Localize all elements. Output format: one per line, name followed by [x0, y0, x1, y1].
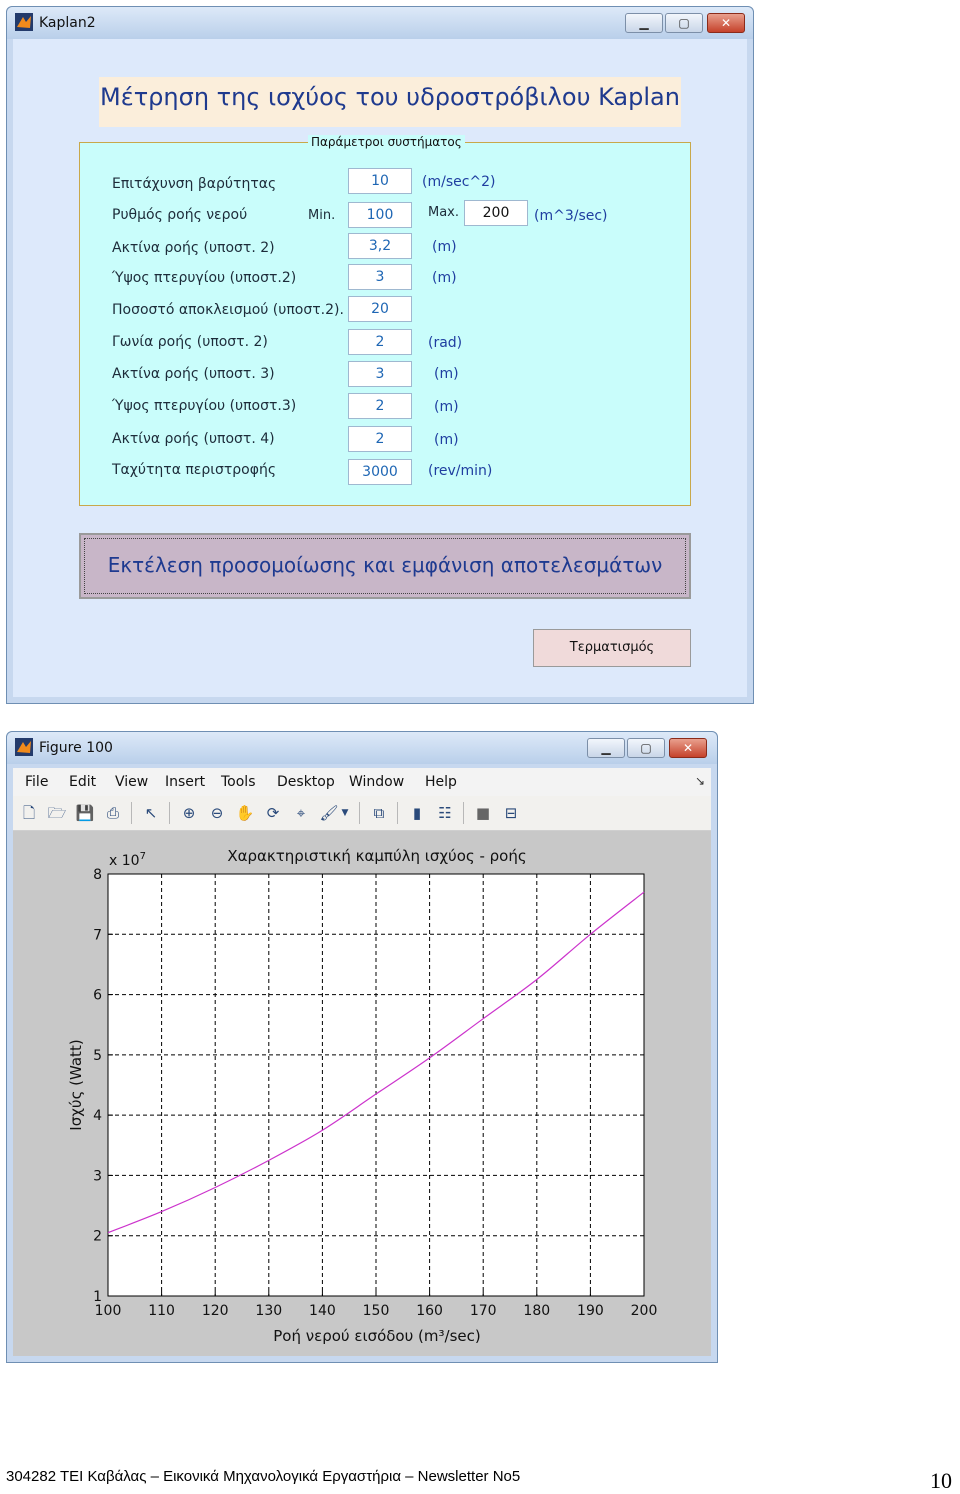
- param-unit-radius-2: (m): [432, 239, 457, 255]
- y-tick-label: 6: [93, 987, 102, 1004]
- page-footer: 304282 ΤΕΙ Καβάλας – Εικονικά Μηχανολογικά Εργαστήρια – Newsletter No5: [6, 1468, 521, 1485]
- x-tick-label: 170: [469, 1303, 497, 1319]
- radius-4-input[interactable]: 2: [348, 426, 412, 452]
- flow-max-input[interactable]: 200: [464, 200, 528, 226]
- menu-edit[interactable]: Edit: [69, 774, 97, 790]
- colorbar-icon[interactable]: ▮: [412, 804, 422, 822]
- y-tick-label: 1: [93, 1289, 102, 1305]
- param-label-blockage: Ποσοστό αποκλεισμού (υποστ.2).: [112, 302, 344, 318]
- show-plot-tools-icon[interactable]: ⊟: [504, 804, 518, 822]
- param-label-blade-height-2: Ύψος πτερυγίου (υποστ.2): [112, 270, 297, 286]
- param-label-radius-2: Ακτίνα ροής (υποστ. 2): [112, 240, 275, 256]
- y-tick-label: 5: [93, 1047, 102, 1064]
- x-tick-label: 140: [309, 1303, 336, 1319]
- param-unit-rotation-speed: (rev/min): [428, 463, 493, 479]
- kaplan-window-title: Kaplan2: [39, 15, 96, 31]
- param-unit-radius-3: (m): [434, 366, 459, 382]
- param-unit-flow-rate: (m^3/sec): [534, 208, 608, 224]
- pan-hand-icon[interactable]: ✋: [235, 804, 255, 822]
- close-button[interactable]: [669, 738, 707, 758]
- param-unit-blade-height-2: (m): [432, 270, 457, 286]
- menubar: [13, 768, 711, 796]
- minimize-icon: ▁: [639, 16, 649, 30]
- y-tick-label: 2: [93, 1228, 102, 1245]
- close-button[interactable]: [707, 13, 745, 33]
- toolbar-separator: [359, 802, 360, 824]
- close-icon: ✕: [720, 16, 732, 30]
- y-multiplier: x $10^7$: [109, 851, 146, 869]
- param-label-rotation-speed: Ταχύτητα περιστροφής: [112, 462, 277, 478]
- param-unit-flow-angle: (rad): [428, 335, 463, 351]
- hide-plot-tools-icon[interactable]: ■: [475, 804, 491, 822]
- maximize-icon: ▢: [678, 16, 690, 30]
- blade-height-2-input[interactable]: 3: [348, 264, 412, 290]
- x-axis-label: Ροή νερού εισόδου (m³/sec): [273, 1327, 481, 1345]
- toolbar-separator: [169, 802, 170, 824]
- maximize-button[interactable]: [665, 13, 703, 33]
- figure-titlebar[interactable]: [7, 732, 717, 764]
- minimize-button[interactable]: [587, 738, 625, 758]
- param-unit-blade-height-3: (m): [434, 399, 459, 415]
- maximize-button[interactable]: [627, 738, 665, 758]
- param-label-radius-4: Ακτίνα ροής (υποστ. 4): [112, 431, 275, 447]
- main-title: Μέτρηση της ισχύος του υδροστρόβιλου Kaplan: [99, 77, 681, 127]
- kaplan-client-area: [13, 39, 747, 697]
- x-tick-label: 150: [362, 1303, 390, 1319]
- panel-title: Παράμετροι συστήματος: [308, 135, 465, 149]
- x-tick-label: 160: [416, 1303, 443, 1319]
- data-cursor-icon[interactable]: ⌖: [296, 804, 306, 822]
- radius-3-input[interactable]: 3: [348, 361, 412, 387]
- x-tick-label: 100: [94, 1303, 122, 1319]
- x-tick-label: 120: [201, 1303, 229, 1319]
- figure-canvas: [13, 831, 711, 1356]
- gravity-input[interactable]: 10: [348, 168, 412, 194]
- terminate-button[interactable]: Τερματισμός: [533, 629, 691, 667]
- rotate-3d-icon[interactable]: ⟳: [266, 804, 280, 822]
- param-label-radius-3: Ακτίνα ροής (υποστ. 3): [112, 366, 275, 382]
- edit-plot-arrow-icon[interactable]: ↖: [144, 804, 158, 822]
- run-simulation-button[interactable]: Εκτέλεση προσομοίωσης και εμφάνιση αποτελεσμάτων: [79, 533, 691, 599]
- matlab-icon: [15, 738, 33, 756]
- min-label: Min.: [308, 208, 336, 223]
- figure-toolbar: [13, 796, 711, 831]
- minimize-icon: ▁: [601, 741, 611, 755]
- power-flow-chart: [13, 831, 713, 1358]
- y-axis-label: Ισχύς (Watt): [67, 1039, 85, 1131]
- y-tick-label: 8: [93, 867, 102, 883]
- blockage-input[interactable]: 20: [348, 296, 412, 322]
- matlab-icon: [15, 13, 33, 31]
- new-figure-icon[interactable]: 🗋: [22, 804, 36, 822]
- page-number: 10: [930, 1468, 952, 1493]
- dock-arrow-icon[interactable]: ↘: [694, 774, 705, 788]
- toolbar-separator: [397, 802, 398, 824]
- chart-title: Χαρακτηριστική καμπύλη ισχύος - ροής: [227, 847, 527, 865]
- x-tick-label: 110: [148, 1303, 175, 1319]
- x-tick-label: 130: [255, 1303, 283, 1319]
- param-label-flow-rate: Ρυθμός ροής νερού: [112, 207, 248, 223]
- param-unit-radius-4: (m): [434, 432, 459, 448]
- menu-file[interactable]: File: [25, 774, 49, 790]
- save-icon[interactable]: 💾: [75, 804, 95, 822]
- param-label-blade-height-3: Ύψος πτερυγίου (υποστ.3): [112, 398, 297, 414]
- y-tick-label: 3: [93, 1168, 102, 1185]
- zoom-out-icon[interactable]: ⊖: [210, 804, 224, 822]
- toolbar-separator: [463, 802, 464, 824]
- zoom-in-icon[interactable]: ⊕: [182, 804, 196, 822]
- kaplan-titlebar[interactable]: [7, 7, 753, 39]
- figure-window: [6, 731, 718, 1363]
- rotation-speed-input[interactable]: 3000: [348, 459, 412, 485]
- x-tick-label: 200: [630, 1303, 658, 1319]
- param-unit-gravity: (m/sec^2): [422, 174, 496, 190]
- blade-height-3-input[interactable]: 2: [348, 393, 412, 419]
- y-tick-label: 7: [93, 927, 102, 944]
- legend-icon[interactable]: ☷: [438, 804, 452, 822]
- print-icon[interactable]: ⎙: [106, 804, 119, 822]
- menu-window[interactable]: Window: [349, 774, 405, 790]
- x-tick-label: 190: [577, 1303, 604, 1319]
- menu-tools[interactable]: Tools: [221, 774, 256, 790]
- param-label-gravity: Επιτάχυνση βαρύτητας: [112, 176, 277, 192]
- toolbar-separator: [131, 802, 132, 824]
- flow-min-input[interactable]: 100: [348, 202, 412, 228]
- menu-view[interactable]: View: [115, 774, 149, 790]
- brush-dropdown-icon[interactable]: ▼: [341, 808, 349, 818]
- minimize-button[interactable]: [625, 13, 663, 33]
- figure-window-title: Figure 100: [39, 740, 113, 756]
- maximize-icon: ▢: [640, 741, 652, 755]
- menu-help[interactable]: Help: [425, 774, 457, 790]
- open-file-icon[interactable]: 🗁: [47, 804, 67, 822]
- x-tick-label: 180: [523, 1303, 551, 1319]
- close-icon: ✕: [682, 741, 694, 755]
- flow-angle-input[interactable]: 2: [348, 329, 412, 355]
- system-parameters-panel: [79, 135, 691, 506]
- brush-icon[interactable]: 🖌: [319, 804, 339, 822]
- max-label: Max.: [428, 205, 460, 220]
- menu-desktop[interactable]: Desktop: [277, 774, 335, 790]
- radius-2-input[interactable]: 3,2: [348, 233, 412, 259]
- kaplan-window: [6, 6, 754, 704]
- menu-insert[interactable]: Insert: [165, 774, 206, 790]
- link-plot-icon[interactable]: ⧉: [373, 804, 385, 822]
- y-tick-label: 4: [93, 1108, 102, 1125]
- param-label-flow-angle: Γωνία ροής (υποστ. 2): [112, 334, 268, 350]
